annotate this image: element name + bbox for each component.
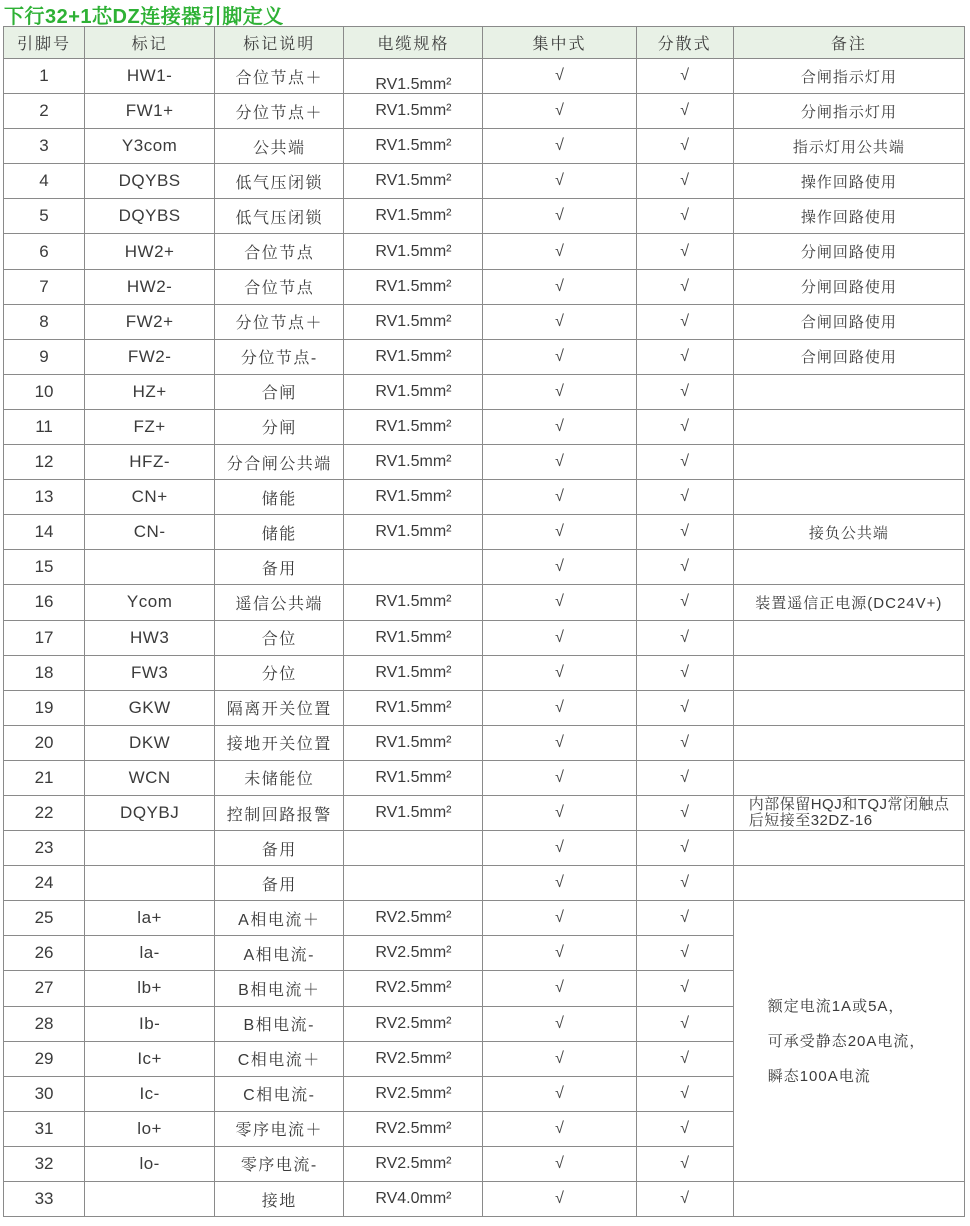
centralized-check-cell: √ [483, 1146, 636, 1181]
centralized-check-cell: √ [483, 1076, 636, 1111]
mark-cell: DKW [85, 725, 215, 760]
mark-description-cell: 隔离开关位置 [215, 690, 344, 725]
table-row [4, 164, 965, 199]
merged-remark-cell [733, 901, 964, 1182]
centralized-check-cell: √ [483, 1111, 636, 1146]
mark-description-cell: B相电流- [215, 1006, 344, 1041]
table-row [4, 620, 965, 655]
table-row [4, 795, 965, 830]
pin-number-cell: 1 [4, 59, 85, 94]
mark-cell: DQYBS [85, 164, 215, 199]
pin-number-cell: 7 [4, 269, 85, 304]
mark-cell: HFZ- [85, 445, 215, 480]
merged-remark-line: 可承受静态20A电流， [767, 1032, 926, 1050]
mark-cell: Ic+ [85, 1041, 215, 1076]
table-row [4, 59, 965, 94]
remark-cell: 操作回路使用 [733, 164, 964, 199]
mark-cell: Y3com [85, 129, 215, 164]
centralized-check-cell: √ [483, 585, 636, 620]
cable-spec-cell [344, 550, 483, 585]
mark-description-cell: 储能 [215, 480, 344, 515]
mark-description-cell: C相电流＋ [215, 1041, 344, 1076]
cable-spec-cell: RV1.5mm² [344, 269, 483, 304]
mark-description-cell: 接地开关位置 [215, 725, 344, 760]
centralized-check-cell: √ [483, 655, 636, 690]
mark-description-cell: 控制回路报警 [215, 795, 344, 830]
distributed-check-cell: √ [636, 831, 733, 866]
mark-cell: HW1- [85, 59, 215, 94]
mark-description-cell: 分位 [215, 655, 344, 690]
mark-cell: GKW [85, 690, 215, 725]
cable-spec-cell: RV1.5mm² [344, 655, 483, 690]
centralized-check-cell: √ [483, 94, 636, 129]
header-mark: 标记 [85, 27, 215, 59]
pin-number-cell: 17 [4, 620, 85, 655]
remark-cell [733, 1182, 964, 1217]
cable-spec-cell: RV1.5mm² [344, 515, 483, 550]
remark-cell [733, 690, 964, 725]
pin-number-cell: 26 [4, 936, 85, 971]
pin-number-cell: 10 [4, 374, 85, 409]
mark-description-cell: 分位节点- [215, 339, 344, 374]
mark-cell: Ic- [85, 1076, 215, 1111]
mark-description-cell: 零序电流- [215, 1146, 344, 1181]
centralized-check-cell: √ [483, 1006, 636, 1041]
mark-description-cell: 零序电流＋ [215, 1111, 344, 1146]
centralized-check-cell: √ [483, 901, 636, 936]
table-row [4, 234, 965, 269]
mark-cell: DQYBJ [85, 795, 215, 830]
distributed-check-cell: √ [636, 164, 733, 199]
pin-number-cell: 25 [4, 901, 85, 936]
mark-description-cell: A相电流＋ [215, 901, 344, 936]
cable-spec-cell: RV1.5mm² [344, 304, 483, 339]
mark-description-cell: 接地 [215, 1182, 344, 1217]
mark-cell: CN- [85, 515, 215, 550]
remark-cell: 合闸回路使用 [733, 304, 964, 339]
pin-definition-table [3, 26, 965, 1217]
distributed-check-cell: √ [636, 374, 733, 409]
cable-spec-cell: RV1.5mm² [344, 94, 483, 129]
remark-cell [733, 445, 964, 480]
distributed-check-cell: √ [636, 655, 733, 690]
centralized-check-cell: √ [483, 164, 636, 199]
distributed-check-cell: √ [636, 199, 733, 234]
cable-spec-cell: RV1.5mm² [344, 164, 483, 199]
distributed-check-cell: √ [636, 901, 733, 936]
distributed-check-cell: √ [636, 585, 733, 620]
centralized-check-cell: √ [483, 690, 636, 725]
centralized-check-cell: √ [483, 374, 636, 409]
mark-cell: HW2- [85, 269, 215, 304]
cable-spec-cell: RV1.5mm² [344, 129, 483, 164]
centralized-check-cell: √ [483, 199, 636, 234]
pin-number-cell: 15 [4, 550, 85, 585]
cable-spec-cell: RV2.5mm² [344, 971, 483, 1006]
table-row [4, 1182, 965, 1217]
centralized-check-cell: √ [483, 550, 636, 585]
cable-spec-cell [344, 866, 483, 901]
distributed-check-cell: √ [636, 445, 733, 480]
distributed-check-cell: √ [636, 409, 733, 444]
mark-cell: FW1+ [85, 94, 215, 129]
distributed-check-cell: √ [636, 1182, 733, 1217]
centralized-check-cell: √ [483, 760, 636, 795]
mark-description-cell: 分合闸公共端 [215, 445, 344, 480]
table-row [4, 515, 965, 550]
header-row [4, 27, 965, 59]
distributed-check-cell: √ [636, 515, 733, 550]
table-row [4, 760, 965, 795]
mark-description-cell: 低气压闭锁 [215, 199, 344, 234]
cable-spec-cell: RV1.5mm² [344, 445, 483, 480]
page-title: 下行32+1芯DZ连接器引脚定义 [4, 6, 284, 28]
mark-description-cell: A相电流- [215, 936, 344, 971]
table-row [4, 409, 965, 444]
pin-number-cell: 21 [4, 760, 85, 795]
table-row [4, 690, 965, 725]
centralized-check-cell: √ [483, 409, 636, 444]
mark-description-cell: 低气压闭锁 [215, 164, 344, 199]
pin-number-cell: 30 [4, 1076, 85, 1111]
table-row [4, 129, 965, 164]
header-centralized: 集中式 [483, 27, 636, 59]
distributed-check-cell: √ [636, 480, 733, 515]
pin-number-cell: 29 [4, 1041, 85, 1076]
mark-cell: Ycom [85, 585, 215, 620]
centralized-check-cell: √ [483, 725, 636, 760]
distributed-check-cell: √ [636, 725, 733, 760]
pin-number-cell: 24 [4, 866, 85, 901]
mark-description-cell: 分位节点＋ [215, 94, 344, 129]
cable-spec-cell: RV2.5mm² [344, 1041, 483, 1076]
centralized-check-cell: √ [483, 445, 636, 480]
distributed-check-cell: √ [636, 1006, 733, 1041]
table-row [4, 831, 965, 866]
remark-cell: 分闸回路使用 [733, 234, 964, 269]
centralized-check-cell: √ [483, 234, 636, 269]
cable-spec-cell: RV1.5mm² [344, 409, 483, 444]
distributed-check-cell: √ [636, 1146, 733, 1181]
distributed-check-cell: √ [636, 59, 733, 94]
cable-spec-cell: RV1.5mm² [344, 480, 483, 515]
table-row [4, 445, 965, 480]
table-row [4, 866, 965, 901]
mark-cell: FW3 [85, 655, 215, 690]
table-row [4, 901, 965, 936]
pin-number-cell: 4 [4, 164, 85, 199]
mark-cell: lb+ [85, 971, 215, 1006]
pin-number-cell: 11 [4, 409, 85, 444]
cable-spec-cell [344, 831, 483, 866]
distributed-check-cell: √ [636, 269, 733, 304]
mark-cell [85, 831, 215, 866]
pin-number-cell: 33 [4, 1182, 85, 1217]
remark-cell: 合闸回路使用 [733, 339, 964, 374]
distributed-check-cell: √ [636, 550, 733, 585]
mark-cell: WCN [85, 760, 215, 795]
centralized-check-cell: √ [483, 971, 636, 1006]
cable-spec-cell: RV4.0mm² [344, 1182, 483, 1217]
distributed-check-cell: √ [636, 1076, 733, 1111]
mark-description-cell: C相电流- [215, 1076, 344, 1111]
remark-cell: 指示灯用公共端 [733, 129, 964, 164]
remark-cell [733, 374, 964, 409]
cable-spec-cell: RV1.5mm² [344, 690, 483, 725]
remark-cell: 装置遥信正电源(DC24V+) [733, 585, 964, 620]
mark-cell [85, 550, 215, 585]
centralized-check-cell: √ [483, 269, 636, 304]
table-row [4, 655, 965, 690]
distributed-check-cell: √ [636, 339, 733, 374]
mark-description-cell: B相电流＋ [215, 971, 344, 1006]
distributed-check-cell: √ [636, 795, 733, 830]
header-cable-spec: 电缆规格 [344, 27, 483, 59]
table-row [4, 269, 965, 304]
remark-cell: 接负公共端 [733, 515, 964, 550]
table-row [4, 199, 965, 234]
remark-cell [733, 760, 964, 795]
pin-number-cell: 12 [4, 445, 85, 480]
remark-cell [733, 831, 964, 866]
cable-spec-cell: RV1.5mm² [344, 795, 483, 830]
cable-spec-cell: RV1.5mm² [344, 585, 483, 620]
pin-number-cell: 32 [4, 1146, 85, 1181]
mark-cell: Ib- [85, 1006, 215, 1041]
pin-number-cell: 27 [4, 971, 85, 1006]
distributed-check-cell: √ [636, 304, 733, 339]
mark-cell [85, 866, 215, 901]
mark-cell: lo- [85, 1146, 215, 1181]
cable-spec-cell: RV1.5mm² [344, 760, 483, 795]
mark-description-cell: 合位节点 [215, 269, 344, 304]
remark-cell [733, 550, 964, 585]
distributed-check-cell: √ [636, 690, 733, 725]
centralized-check-cell: √ [483, 795, 636, 830]
mark-cell: lo+ [85, 1111, 215, 1146]
table-header [4, 27, 965, 59]
pin-number-cell: 22 [4, 795, 85, 830]
cable-spec-cell: RV1.5mm² [344, 234, 483, 269]
distributed-check-cell: √ [636, 234, 733, 269]
mark-description-cell: 遥信公共端 [215, 585, 344, 620]
centralized-check-cell: √ [483, 1182, 636, 1217]
pin-number-cell: 6 [4, 234, 85, 269]
centralized-check-cell: √ [483, 936, 636, 971]
mark-description-cell: 分闸 [215, 409, 344, 444]
distributed-check-cell: √ [636, 1041, 733, 1076]
table-row [4, 725, 965, 760]
cable-spec-cell: RV2.5mm² [344, 936, 483, 971]
mark-cell: HW2+ [85, 234, 215, 269]
mark-cell: CN+ [85, 480, 215, 515]
remark-cell [733, 655, 964, 690]
centralized-check-cell: √ [483, 620, 636, 655]
cable-spec-cell: RV1.5mm² [344, 339, 483, 374]
mark-description-cell: 备用 [215, 550, 344, 585]
mark-description-cell: 合位 [215, 620, 344, 655]
cable-spec-cell: RV2.5mm² [344, 1111, 483, 1146]
pin-number-cell: 9 [4, 339, 85, 374]
centralized-check-cell: √ [483, 129, 636, 164]
centralized-check-cell: √ [483, 339, 636, 374]
distributed-check-cell: √ [636, 971, 733, 1006]
mark-cell: la+ [85, 901, 215, 936]
centralized-check-cell: √ [483, 304, 636, 339]
table-row [4, 550, 965, 585]
distributed-check-cell: √ [636, 866, 733, 901]
table-row [4, 480, 965, 515]
remark-cell: 操作回路使用 [733, 199, 964, 234]
header-distributed: 分散式 [636, 27, 733, 59]
remark-cell [733, 409, 964, 444]
table-row [4, 94, 965, 129]
pin-number-cell: 20 [4, 725, 85, 760]
mark-description-cell: 合位节点 [215, 234, 344, 269]
table-row [4, 585, 965, 620]
mark-description-cell: 合位节点＋ [215, 59, 344, 94]
centralized-check-cell: √ [483, 866, 636, 901]
pin-number-cell: 14 [4, 515, 85, 550]
mark-cell: la- [85, 936, 215, 971]
mark-cell: HW3 [85, 620, 215, 655]
mark-description-cell: 分位节点＋ [215, 304, 344, 339]
pin-number-cell: 18 [4, 655, 85, 690]
pin-number-cell: 19 [4, 690, 85, 725]
distributed-check-cell: √ [636, 760, 733, 795]
pin-number-cell: 16 [4, 585, 85, 620]
cable-spec-cell: RV1.5mm² [344, 620, 483, 655]
pin-number-cell: 8 [4, 304, 85, 339]
merged-remark-line: 瞬态100A电流 [767, 1067, 871, 1085]
header-mark-desc: 标记说明 [215, 27, 344, 59]
centralized-check-cell: √ [483, 831, 636, 866]
mark-cell: FZ+ [85, 409, 215, 444]
cable-spec-cell: RV1.5mm² [344, 199, 483, 234]
pin-number-cell: 2 [4, 94, 85, 129]
cable-spec-cell: RV2.5mm² [344, 1146, 483, 1181]
mark-cell [85, 1182, 215, 1217]
cable-spec-cell: RV2.5mm² [344, 901, 483, 936]
pin-number-cell: 5 [4, 199, 85, 234]
distributed-check-cell: √ [636, 620, 733, 655]
remark-cell: 分闸回路使用 [733, 269, 964, 304]
pin-number-cell: 28 [4, 1006, 85, 1041]
header-pin-number: 引脚号 [4, 27, 85, 59]
table-row [4, 374, 965, 409]
remark-cell: 分闸指示灯用 [733, 94, 964, 129]
distributed-check-cell: √ [636, 1111, 733, 1146]
mark-description-cell: 备用 [215, 831, 344, 866]
centralized-check-cell: √ [483, 515, 636, 550]
remark-cell: 合闸指示灯用 [733, 59, 964, 94]
distributed-check-cell: √ [636, 94, 733, 129]
mark-description-cell: 备用 [215, 866, 344, 901]
centralized-check-cell: √ [483, 59, 636, 94]
table-row [4, 339, 965, 374]
header-remark: 备注 [733, 27, 964, 59]
pin-number-cell: 31 [4, 1111, 85, 1146]
remark-cell [733, 620, 964, 655]
pin-table-body [4, 59, 965, 1217]
remark-cell [733, 725, 964, 760]
cable-spec-cell: RV1.5mm² [344, 725, 483, 760]
mark-description-cell: 储能 [215, 515, 344, 550]
remark-cell: 内部保留HQJ和TQJ常闭触点后短接至32DZ-16 [733, 795, 964, 830]
mark-cell: DQYBS [85, 199, 215, 234]
merged-remark-line: 额定电流1A或5A， [767, 997, 905, 1015]
cable-spec-cell: RV1.5mm² [344, 374, 483, 409]
remark-cell [733, 480, 964, 515]
cable-spec-cell: RV2.5mm² [344, 1006, 483, 1041]
cable-spec-cell: RV1.5mm² [344, 59, 483, 94]
remark-cell [733, 866, 964, 901]
pin-number-cell: 3 [4, 129, 85, 164]
pin-number-cell: 13 [4, 480, 85, 515]
mark-description-cell: 公共端 [215, 129, 344, 164]
centralized-check-cell: √ [483, 1041, 636, 1076]
mark-cell: HZ+ [85, 374, 215, 409]
mark-cell: FW2- [85, 339, 215, 374]
mark-description-cell: 合闸 [215, 374, 344, 409]
pin-number-cell: 23 [4, 831, 85, 866]
distributed-check-cell: √ [636, 129, 733, 164]
cable-spec-cell: RV2.5mm² [344, 1076, 483, 1111]
mark-cell: FW2+ [85, 304, 215, 339]
mark-description-cell: 未储能位 [215, 760, 344, 795]
table-row [4, 304, 965, 339]
distributed-check-cell: √ [636, 936, 733, 971]
centralized-check-cell: √ [483, 480, 636, 515]
